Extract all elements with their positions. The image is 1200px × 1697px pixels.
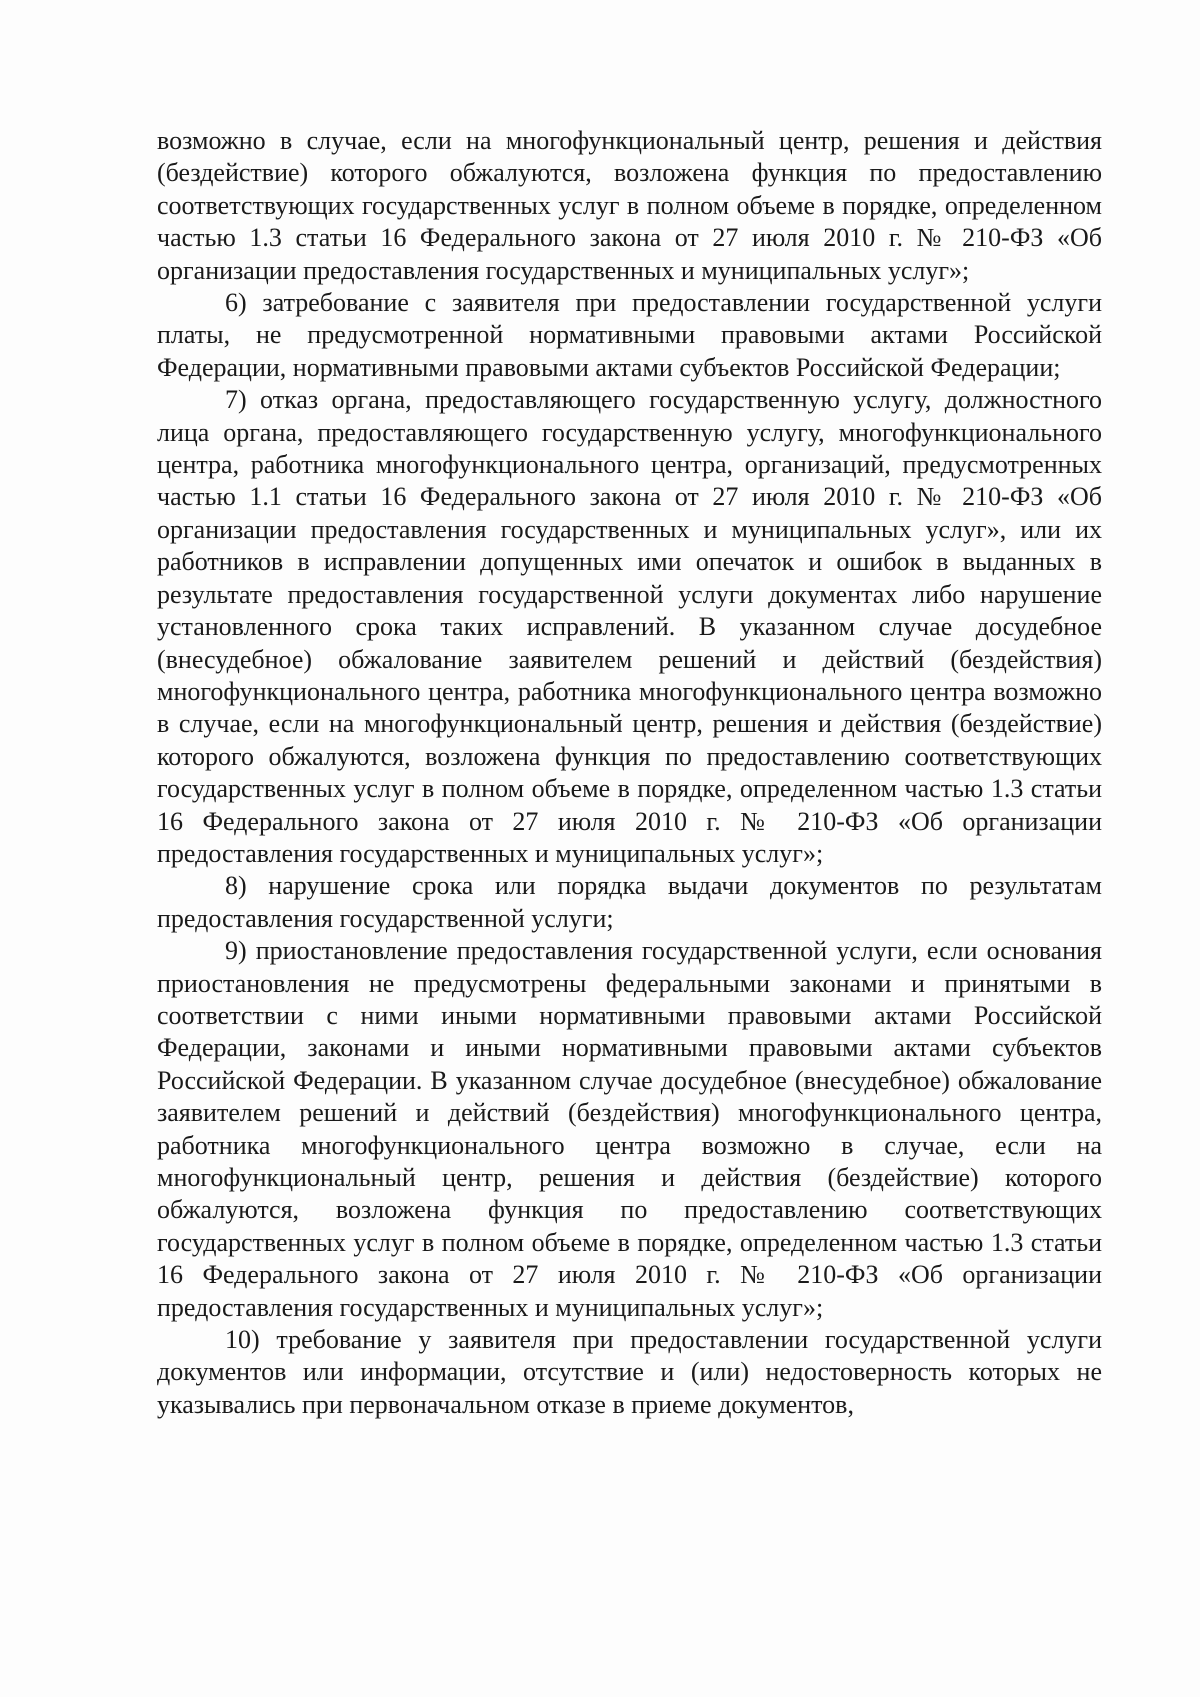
paragraph-item-10: 10) требование у заявителя при предоставлении государственной услуги документов или информации, отсутствие и (или) недостоверность которых не указывались при первоначальном отказе в приеме документов, <box>157 1325 1102 1419</box>
document-body <box>157 125 1102 1421</box>
paragraph-item-8: 8) нарушение срока или порядка выдачи документов по результатам предоставления государственной услуги; <box>157 871 1102 933</box>
paragraph-item-7: 7) отказ органа, предоставляющего государственную услугу, должностного лица органа, предоставляющего государственную услугу, многофункционального центра, работника многофункционального центра, организаций, предусмотренных частью 1.1 статьи 16 Федерального закона от 27 июля 2010 г. № 210-ФЗ «Об организации предоставления государственных и муниципальных услуг», или их работников в исправлении допущенных ими опечаток и ошибок в выданных в результате предоставления государственной услуги документах либо нарушение установленного срока таких исправлений. В указанном случае досудебное (внесудебное) обжалование заявителем решений и действий (бездействия) многофункционального центра, работника многофункционального центра возможно в случае, если на многофункциональный центр, решения и действия (бездействие) которого обжалуются, возложена функция по предоставлению соответствующих государственных услуг в полном объеме в порядке, определенном частью 1.3 статьи 16 Федерального закона от 27 июля 2010 г. № 210-ФЗ «Об организации предоставления государственных и муниципальных услуг»; <box>157 385 1102 868</box>
paragraph-item-6: 6) затребование с заявителя при предоставлении государственной услуги платы, не предусмотренной нормативными правовыми актами Российской Федерации, нормативными правовыми актами субъектов Российской Федерации; <box>157 288 1102 382</box>
paragraph-item-9: 9) приостановление предоставления государственной услуги, если основания приостановления не предусмотрены федеральными законами и принятыми в соответствии с ними иными нормативными правовыми актами Российской Федерации, законами и иными нормативными правовыми актами субъектов Российской Федерации. В указанном случае досудебное (внесудебное) обжалование заявителем решений и действий (бездействия) многофункционального центра, работника многофункционального центра возможно в случае, если на многофункциональный центр, решения и действия (бездействие) которого обжалуются, возложена функция по предоставлению соответствующих государственных услуг в полном объеме в порядке, определенном частью 1.3 статьи 16 Федерального закона от 27 июля 2010 г. № 210-ФЗ «Об организации предоставления государственных и муниципальных услуг»; <box>157 936 1102 1322</box>
paragraph-continuation: возможно в случае, если на многофункциональный центр, решения и действия (бездействие) которого обжалуются, возложена функция по предоставлению соответствующих государственных услуг в полном объеме в порядке, определенном частью 1.3 статьи 16 Федерального закона от 27 июля 2010 г. № 210-ФЗ «Об организации предоставления государственных и муниципальных услуг»; <box>157 126 1102 285</box>
